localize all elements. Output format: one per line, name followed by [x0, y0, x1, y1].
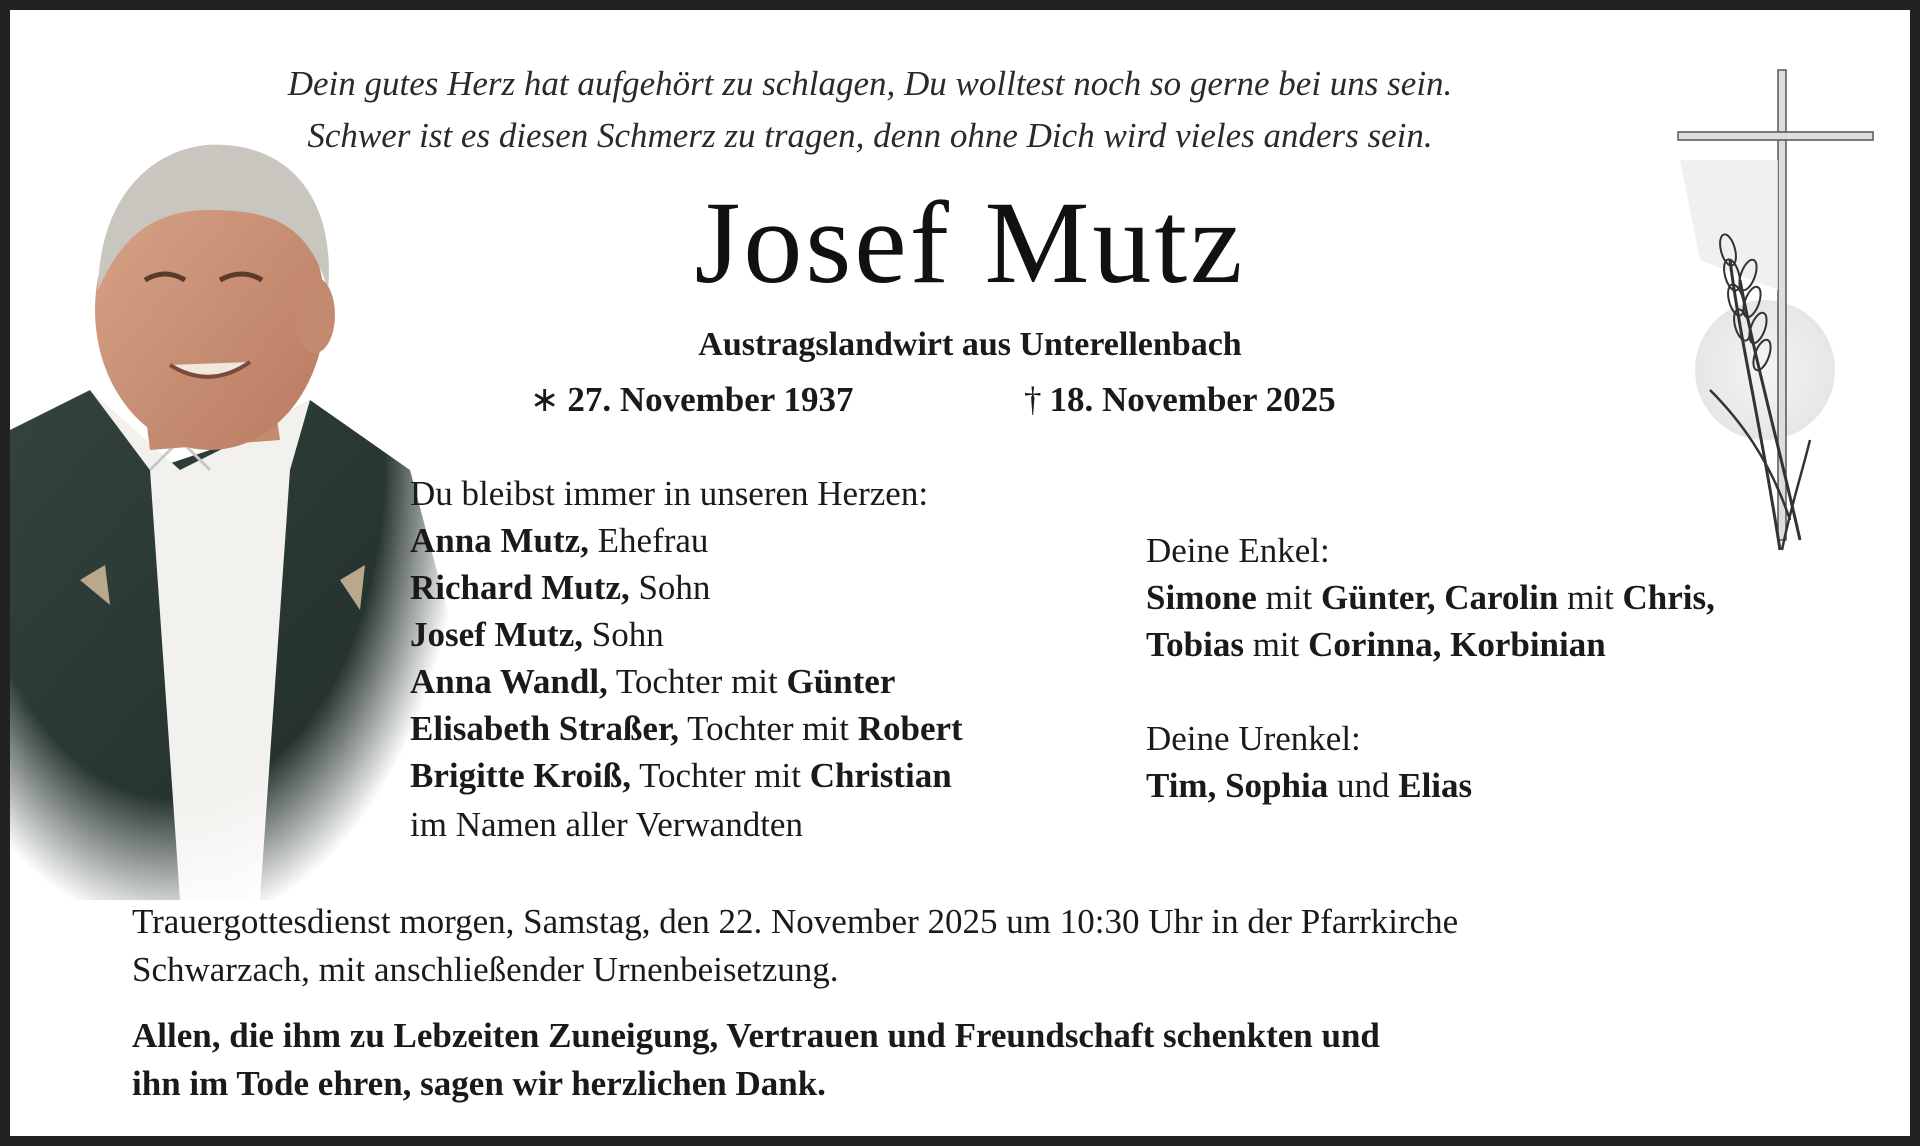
grandchildren-label: Deine Enkel:: [1146, 531, 1330, 570]
death-date-line: [1024, 378, 1336, 422]
funeral-service-info: [132, 898, 1458, 994]
list-item: Richard Mutz, Sohn: [410, 568, 711, 607]
memorial-verse: [210, 58, 1530, 162]
mourners-intro: Du bleibst immer in unseren Herzen:: [410, 474, 929, 513]
death-date: 18. November 2025: [1049, 380, 1336, 419]
great-grandchildren-label: Deine Urenkel:: [1146, 719, 1361, 758]
deceased-occupation: Austragslandwirt aus Unterellenbach: [698, 326, 1242, 363]
list-item: Anna Wandl, Tochter mit Günter: [410, 662, 896, 701]
birth-date: 27. November 1937: [567, 380, 854, 419]
service-line: Schwarzach, mit anschließender Urnenbeisetzung.: [132, 950, 839, 989]
list-item: Simone mit Günter, Carolin mit Chris,: [1146, 578, 1715, 617]
grandchildren-list: [1146, 527, 1715, 809]
cross-wheat-icon: [1670, 60, 1880, 570]
verse-line: Dein gutes Herz hat aufgehört zu schlagen, Du wolltest noch so gerne bei uns sein.: [287, 64, 1453, 103]
list-item: Tobias mit Corinna, Korbinian: [1146, 625, 1606, 664]
list-item: Elisabeth Straßer, Tochter mit Robert: [410, 709, 963, 748]
deceased-name: Josef Mutz: [694, 177, 1246, 308]
family-list: [410, 470, 963, 848]
list-item: Josef Mutz, Sohn: [410, 615, 664, 654]
list-item: Tim, Sophia und Elias: [1146, 766, 1473, 805]
service-line: Trauergottesdienst morgen, Samstag, den 22. November 2025 um 10:30 Uhr in der Pfarrkirche: [132, 902, 1459, 941]
spacer: [1146, 668, 1715, 715]
verse-line: Schwer ist es diesen Schmerz zu tragen, denn ohne Dich wird vieles anders sein.: [307, 116, 1433, 155]
birth-date-line: [530, 378, 853, 422]
death-cross-icon: †: [1024, 380, 1042, 419]
thanks-line: ihn im Tode ehren, sagen wir herzlichen Dank.: [132, 1064, 826, 1103]
list-item: Brigitte Kroiß, Tochter mit Christian: [410, 756, 952, 795]
thanks-message: [132, 1012, 1380, 1108]
thanks-line: Allen, die ihm zu Lebzeiten Zuneigung, Vertrauen und Freundschaft schenkten und: [132, 1016, 1380, 1055]
list-item: Anna Mutz, Ehefrau: [410, 521, 709, 560]
birth-star-icon: ∗: [530, 380, 560, 419]
mourners-closing: im Namen aller Verwandten: [410, 805, 803, 844]
